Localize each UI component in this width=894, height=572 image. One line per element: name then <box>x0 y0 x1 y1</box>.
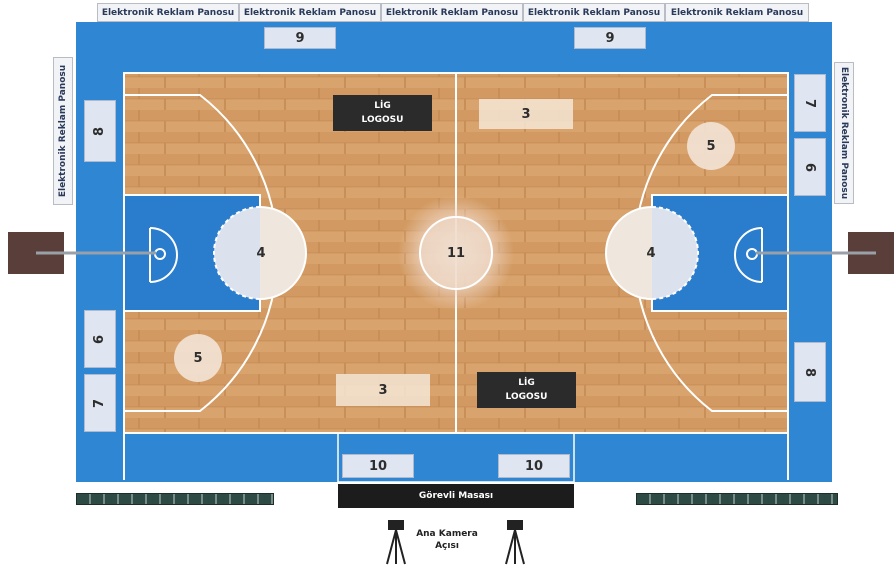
camera-tripod-left <box>387 520 405 564</box>
seating-left <box>76 493 274 505</box>
box-9-right: 9 <box>574 27 646 49</box>
camera-tripod-right <box>506 520 524 564</box>
league-logo-bottom-line2: LOGOSU <box>505 392 548 402</box>
top-ad-board-1: Elektronik Reklam Panosu <box>97 3 239 22</box>
top-ad-board-4: Elektronik Reklam Panosu <box>523 3 665 22</box>
box-6-left: 6 <box>84 310 116 368</box>
scorer-table: Görevli Masası <box>338 484 574 508</box>
league-logo-top <box>333 95 432 131</box>
box-9-left: 9 <box>264 27 336 49</box>
label-11-center: 11 <box>446 245 466 261</box>
box-7-left: 7 <box>84 374 116 432</box>
league-logo-top-line2: LOGOSU <box>361 115 404 125</box>
right-ad-board <box>834 62 854 204</box>
label-4-right: 4 <box>646 245 656 261</box>
left-ad-board <box>53 57 73 205</box>
box-10-left: 10 <box>342 454 414 478</box>
floor-box-3-top: 3 <box>479 99 573 129</box>
top-ad-board-2: Elektronik Reklam Panosu <box>239 3 381 22</box>
top-ad-board-3: Elektronik Reklam Panosu <box>381 3 523 22</box>
league-logo-bottom-line1: LİG <box>518 378 535 388</box>
box-8-right: 8 <box>794 342 826 402</box>
box-8-left: 8 <box>84 100 116 162</box>
main-camera-label <box>414 528 480 552</box>
label-4-left: 4 <box>256 245 266 261</box>
left-ad-board-label: Elektronik Reklam Panosu <box>58 64 69 198</box>
league-logo-bottom <box>477 372 576 408</box>
box-6-right: 6 <box>794 138 826 196</box>
main-camera-label-line2: Açısı <box>435 541 459 551</box>
box-10-right: 10 <box>498 454 570 478</box>
label-5-left: 5 <box>193 350 203 366</box>
top-ad-board-5: Elektronik Reklam Panosu <box>665 3 809 22</box>
main-camera-label-line1: Ana Kamera <box>416 529 478 539</box>
label-5-right: 5 <box>706 138 716 154</box>
right-ad-board-label: Elektronik Reklam Panosu <box>839 66 850 200</box>
box-7-right: 7 <box>794 74 826 132</box>
league-logo-top-line1: LİG <box>374 101 391 111</box>
floor-box-3-bottom: 3 <box>336 374 430 406</box>
seating-right <box>636 493 838 505</box>
